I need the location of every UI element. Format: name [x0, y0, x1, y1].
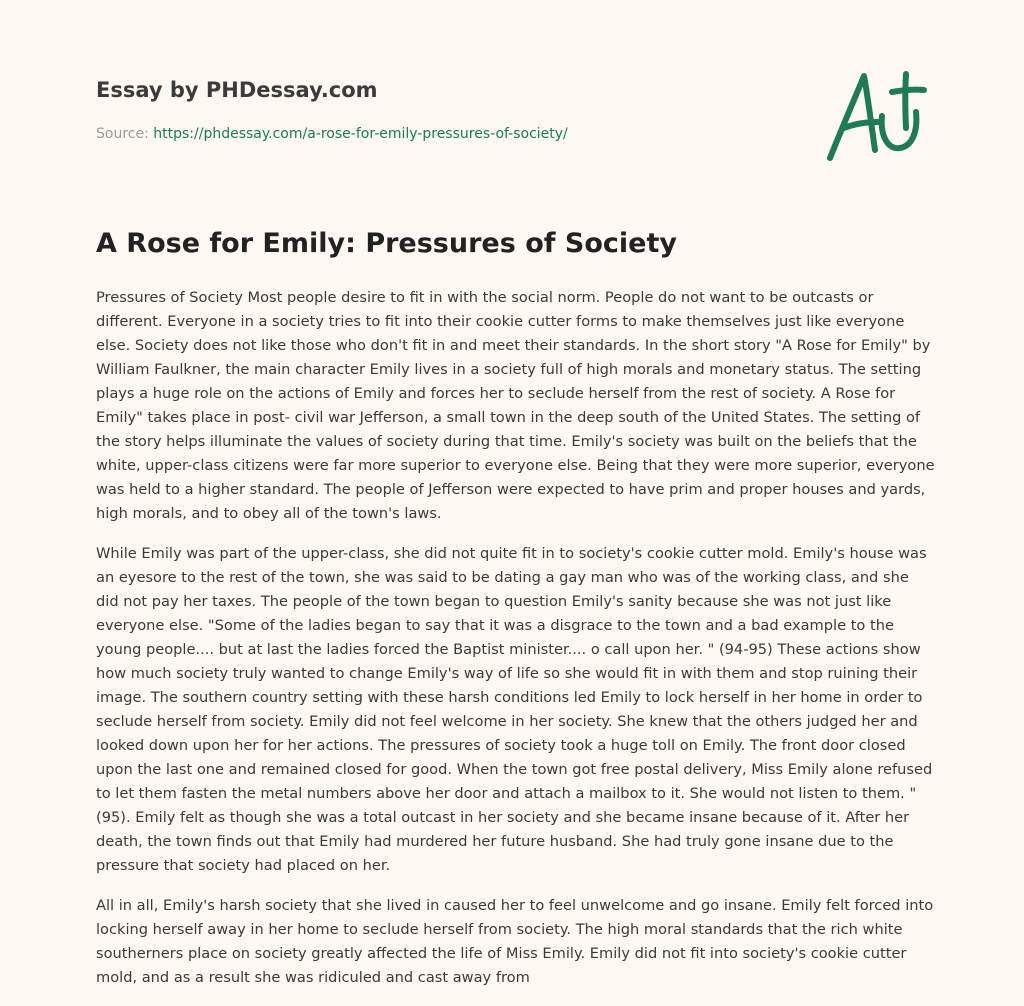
essay-title: A Rose for Emily: Pressures of Society — [96, 228, 677, 259]
essay-paragraph-3: All in all, Emily's harsh society that she lived in caused her to feel unwelcome and go insane. Emily felt forced into locking herself away in her home to seclude herself from society. The high moral standards that the rich white southerners place on society greatly affected the life of Miss Emily. Emily did not fit into society's cookie cutter mold, and as a result she was ridiculed and cast away from — [96, 897, 934, 986]
essay-body — [96, 286, 936, 1006]
essay-paragraph-2: While Emily was part of the upper-class, she did not quite fit in to society's cookie cutter mold. Emily's house was an eyesore to the rest of the town, she was said to be dating a gay man who was of the working class, and she did not pay her taxes. The people of the town began to question Emily's sanity because she was not just like everyone else. "Some of the ladies began to say that it was a disgrace to the town and a bad example to the young people.... but at last the ladies forced the Baptist minister.... o call upon her. " (94-95) These actions show how much society truly wanted to change Emily's way of life so she would fit in with them and stop ruining their image. The southern country setting with these harsh conditions led Emily to lock herself in her home in order to seclude herself from society. Emily did not feel welcome in her society. She knew that the others judged her and looked down upon her for her actions. The pressures of society took a huge toll on Emily. The front door closed upon the last one and remained closed for good. When the town got free postal delivery, Miss Emily alone refused to let them fasten the metal numbers above her door and attach a mailbox to it. She would not listen to them. " (95). Emily felt as though she was a total outcast in her society and she became insane because of it. After her death, the town finds out that Emily had murdered her future husband. She had truly gone insane due to the pressure that society had placed on her. — [96, 545, 933, 874]
page-header — [96, 76, 796, 144]
site-title: Essay by PHDessay.com — [96, 78, 378, 102]
source-link[interactable]: https://phdessay.com/a-rose-for-emily-pressures-of-society/ — [153, 126, 568, 142]
source-line — [96, 124, 796, 144]
essay-paragraph-1: Pressures of Society Most people desire to fit in with the social norm. People do not want to be outcasts or different. Everyone in a society tries to fit into their cookie cutter forms to make themselves just like everyone else. Society does not like those who don't fit in and meet their standards. In the short story "A Rose for Emily" by William Faulkner, the main character Emily lives in a society full of high morals and monetary status. The setting plays a huge role on the actions of Emily and forces her to seclude herself from the rest of society. A Rose for Emily" takes place in post- civil war Jefferson, a small town in the deep south of the United States. The setting of the story helps illuminate the values of society during that time. Emily's society was built on the beliefs that the white, upper-class citizens were far more superior to everyone else. Being that they were more superior, everyone was held to a higher standard. The people of Jefferson were expected to have prim and proper houses and yards, high morals, and to obey all of the town's laws. — [96, 289, 935, 522]
source-label: Source: — [96, 126, 154, 142]
a-plus-grade-icon — [820, 66, 930, 166]
